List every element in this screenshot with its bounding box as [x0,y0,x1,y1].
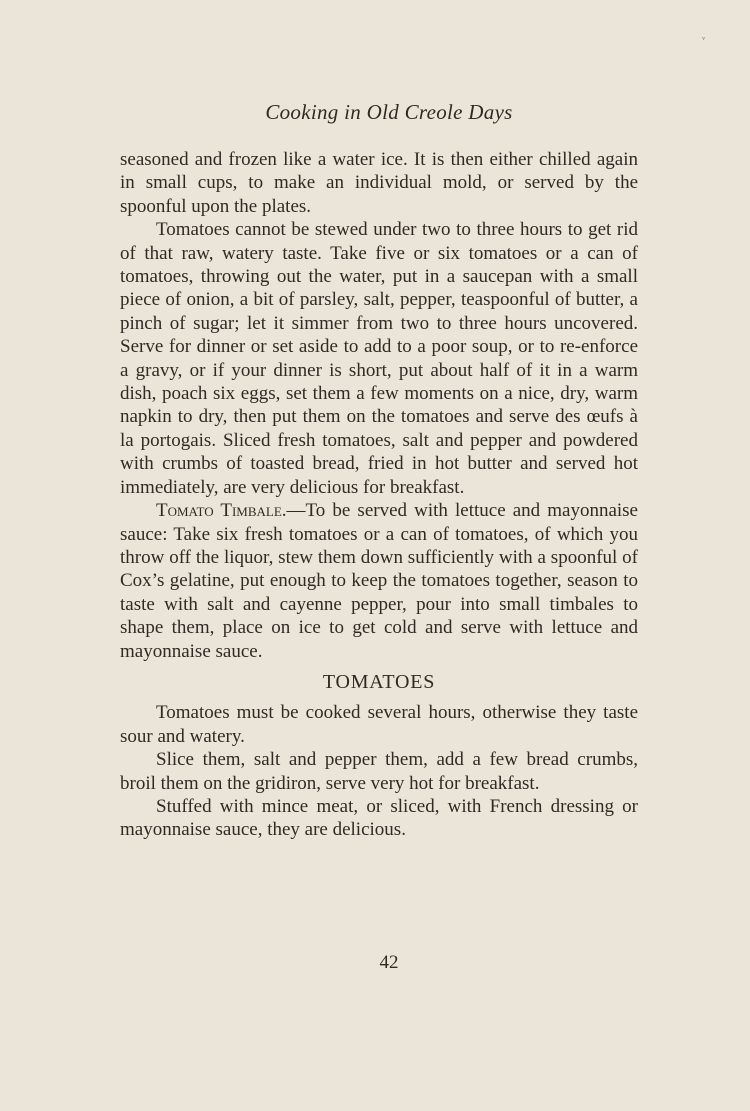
section-heading: TOMATOES [322,670,436,693]
paragraph: Tomatoes must be cooked several hours, otherwise they taste sour and watery. [120,702,638,747]
corner-mark: ᵛ [702,34,706,46]
recipe-paragraph [120,499,638,663]
paragraph: Stuffed with mince meat, or sliced, with French dressing or mayonnaise sauce, they are delicious. [120,795,638,841]
paragraph: Tomatoes cannot be stewed under two to three hours to get rid of that raw, watery taste. Take five or six tomatoes or a can of tomatoes, throwing out the water, put in a saucepan with a small piece of onion, a bit of parsley, salt, pepper, teaspoonful of butter, a pinch of sugar; let it simmer from two to three hours uncovered. Serve for dinner or set aside to add to a poor soup, or to re-enforce a gravy, or if your dinner is short, put about half of it in a warm dish, poach six eggs, set them a few moments on a nice, dry, warm napkin to dry, then put them on the tomatoes and serve des œufs à la portogais. Sliced fresh tomatoes, salt and pepper and powdered with crumbs of toasted bread, fried in hot butter and served hot immediately, are very delicious for breakfast. [120,219,638,498]
paragraph: seasoned and frozen like a water ice. It is then either chilled again in small cups, to make an individual mold, or served by the spoonful upon the plates. [120,149,638,217]
body-text [120,148,638,842]
recipe-title: Tomato Timbale. [156,500,287,522]
running-head: Cooking in Old Creole Days [265,100,513,124]
recipe-text: —To be served with lettuce and mayonnaise sauce: Take six fresh tomatoes or a can of tomatoes, of which you throw off the liquor, stew them down sufficiently with a spoonful of Cox’s gelatine, put enough to keep the tomatoes together, season to taste with salt and cayenne pepper, pour into small timbales to shape them, place on ice to get cold and serve with lettuce and mayonnaise sauce. [120,500,638,662]
page-number: 42 [379,952,399,973]
paragraph: Slice them, salt and pepper them, add a few bread crumbs, broil them on the gridiron, serve very hot for breakfast. [120,749,638,794]
